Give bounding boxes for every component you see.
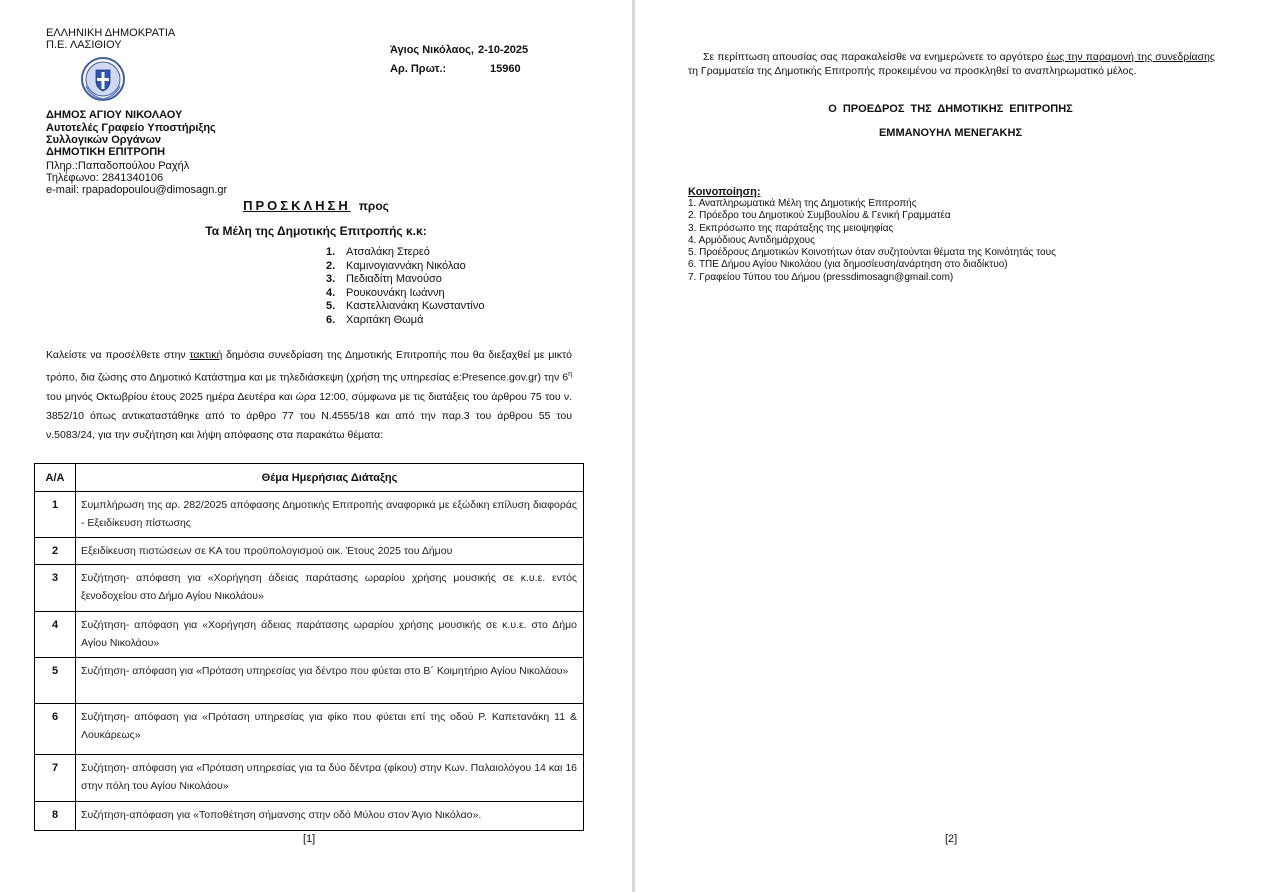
president-name: ΕΜΜΑΝΟΥΗΛ ΜΕΝΕΓΑΚΗΣ <box>878 127 1023 139</box>
protocol-number: 15960 <box>490 63 521 75</box>
invitation-recipients: Τα Μέλη της Δημοτικής Επιτροπής κ.κ: <box>205 224 427 238</box>
list-item: 4. Ρουκουνάκη Ιωάννη <box>326 286 445 299</box>
header-office-line1: Αυτοτελές Γραφείο Υποστήριξης <box>46 122 216 134</box>
table-row: 4 Συζήτηση- απόφαση για «Χορήγηση άδειας παράτασης ωραρίου χρήσης μουσικής σε κ.υ.ε. στο Δήμο Αγίου Νικολάου» <box>35 612 584 658</box>
table-row: 1 Συμπλήρωση της αρ. 282/2025 απόφασης Δημοτικής Επιτροπής αναφορικά με εξώδικη επίλυση διαφοράς - Εξειδίκευση πίστωσης <box>35 492 584 538</box>
protocol-label: Αρ. Πρωτ.: <box>390 63 447 75</box>
title-word: ΠΡΟΣΚΛΗΣΗ <box>243 198 351 213</box>
document-page-2 <box>635 0 1266 892</box>
document-date: 2-10-2025 <box>478 44 529 56</box>
header-office-line2: Συλλογικών Οργάνων <box>46 134 162 146</box>
members-list <box>326 246 484 328</box>
list-item: 6. ΤΠΕ Δήμου Αγίου Νικολάου (για δημοσίευση/ανάρτηση στο διαδίκτυο) <box>688 259 1008 271</box>
page-number: [1] <box>303 833 316 845</box>
header-contact-person: Πληρ.:Παπαδοπούλου Ραχήλ <box>46 160 190 172</box>
table-row: 3 Συζήτηση- απόφαση για «Χορήγηση άδειας παράτασης ωραρίου χρήσης μουσικής σε κ.υ.ε. εντός ξενοδοχείου στο Δήμο Αγίου Νικολάου» <box>35 565 584 612</box>
invitation-paragraph: Καλείστε να προσέλθετε στην τακτική δημόσια συνεδρίαση της Δημοτικής Επιτροπής που θα διεξαχθεί με μικτό τρόπο, δια ζώσης στο Δημοτικό Κατάστημα και με τηλεδιάσκεψη (χρήση της υπηρεσίας e:Presence.gov.gr) την $6^\eta$ του μηνός Οκτωβρίου έτους 2025 ημέρα Δευτέρα και ώρα 12:00, σύμφωνα με τις διατάξεις του άρθρου 75 του ν. 3852/10 όπως αντικαταστάθηκε από το άρθρο 77 του Ν.4555/18 και από την παρ.3 του άρθρου 55 του ν.5083/24, για την συζήτηση και λήψη απόφασης στα παρακάτω θέματα: <box>46 349 572 441</box>
list-item: 2. Πρόεδρο του Δημοτικού Συμβουλίου & Γενική Γραμματέα <box>688 210 951 222</box>
table-row: 6 Συζήτηση- απόφαση για «Πρόταση υπηρεσίας για φίκο που φύεται επί της οδού Ρ. Καπετανάκη 11 & Λουκάρεως» <box>35 704 584 755</box>
invitation-title <box>0 197 632 215</box>
list-item: 1. Ατσαλάκη Στερεό <box>326 246 430 258</box>
column-header-aa: Α/Α <box>35 464 76 492</box>
table-row: 8 Συζήτηση-απόφαση για «Τοποθέτηση σήμανσης στην οδό Μύλου στον Άγιο Νικόλαο». <box>35 802 584 831</box>
document-page-1 <box>0 0 632 892</box>
list-item: 3. Εκπρόσωπο της παράταξης της μειοψηφίας <box>688 222 894 234</box>
list-item: 2. Καμινογιαννάκη Νικόλαο <box>326 259 466 272</box>
header-phone: Τηλέφωνο: 2841340106 <box>46 172 164 184</box>
list-item: 7. Γραφείου Τύπου του Δήμου (pressdimosagn@gmail.com) <box>688 271 954 283</box>
greek-emblem-icon <box>80 56 126 102</box>
list-item: 4. Αρμόδιους Αντιδημάρχους <box>688 234 815 246</box>
president-title: Ο ΠΡΟΕΔΡΟΣ ΤΗΣ ΔΗΜΟΤΙΚΗΣ ΕΠΙΤΡΟΠΗΣ <box>828 103 1073 115</box>
title-suffix: προς <box>358 199 389 213</box>
column-header-topic: Θέμα Ημερήσιας Διάταξης <box>76 464 584 492</box>
list-item: 5. Καστελλιανάκη Κωνσταντίνο <box>326 300 485 313</box>
table-row: 5 Συζήτηση- απόφαση για «Πρόταση υπηρεσίας για δέντρο που φύεται στο Β΄ Κοιμητήριο Αγίου Νικολάου» <box>35 658 584 704</box>
list-item: 6. Χαριτάκη Θωμά <box>326 313 424 326</box>
absence-paragraph: Σε περίπτωση απουσίας σας παρακαλείσθε να ενημερώνετε το αργότερο έως την παραμονή της συνεδρίασης τη Γραμματεία της Δημοτικής Επιτροπής προκειμένου να προσκληθεί το αναπληρωματικό μέλος. <box>688 51 1215 77</box>
page-number: [2] <box>945 833 958 845</box>
header-region: Π.Ε. ΛΑΣΙΘΙΟΥ <box>46 39 122 51</box>
header-email: e-mail: rpapadopoulou@dimosagn.gr <box>46 184 228 196</box>
table-header-row <box>35 464 584 492</box>
table-row: 7 Συζήτηση- απόφαση για «Πρόταση υπηρεσίας για τα δύο δέντρα (φίκου) στην Κων. Παλαιολόγου 14 και 16 στην πόλη του Αγίου Νικολάου» <box>35 755 584 802</box>
notification-title: Κοινοποίηση: <box>688 186 761 198</box>
list-item: 1. Αναπληρωματικά Μέλη της Δημοτικής Επιτροπής <box>688 198 917 209</box>
table-row: 2 Εξειδίκευση πιστώσεων σε ΚΑ του προϋπολογισμού οικ. Έτους 2025 του Δήμου <box>35 538 584 565</box>
header-republic: ΕΛΛΗΝΙΚΗ ΔΗΜΟΚΡΑΤΙΑ <box>46 27 176 39</box>
agenda-table <box>34 463 584 831</box>
list-item: 3. Πεδιαδίτη Μανούσο <box>326 273 442 286</box>
header-municipality: ΔΗΜΟΣ ΑΓΙΟΥ ΝΙΚΟΛΑΟΥ <box>46 109 183 121</box>
list-item: 5. Προέδρους Δημοτικών Κοινοτήτων όταν συζητούνται θέματα της Κοινότητάς τους <box>688 247 1056 259</box>
place-date-label: Άγιος Νικόλαος, <box>390 44 474 56</box>
header-committee: ΔΗΜΟΤΙΚΗ ΕΠΙΤΡΟΠΗ <box>46 146 166 158</box>
notification-list <box>688 198 1056 284</box>
